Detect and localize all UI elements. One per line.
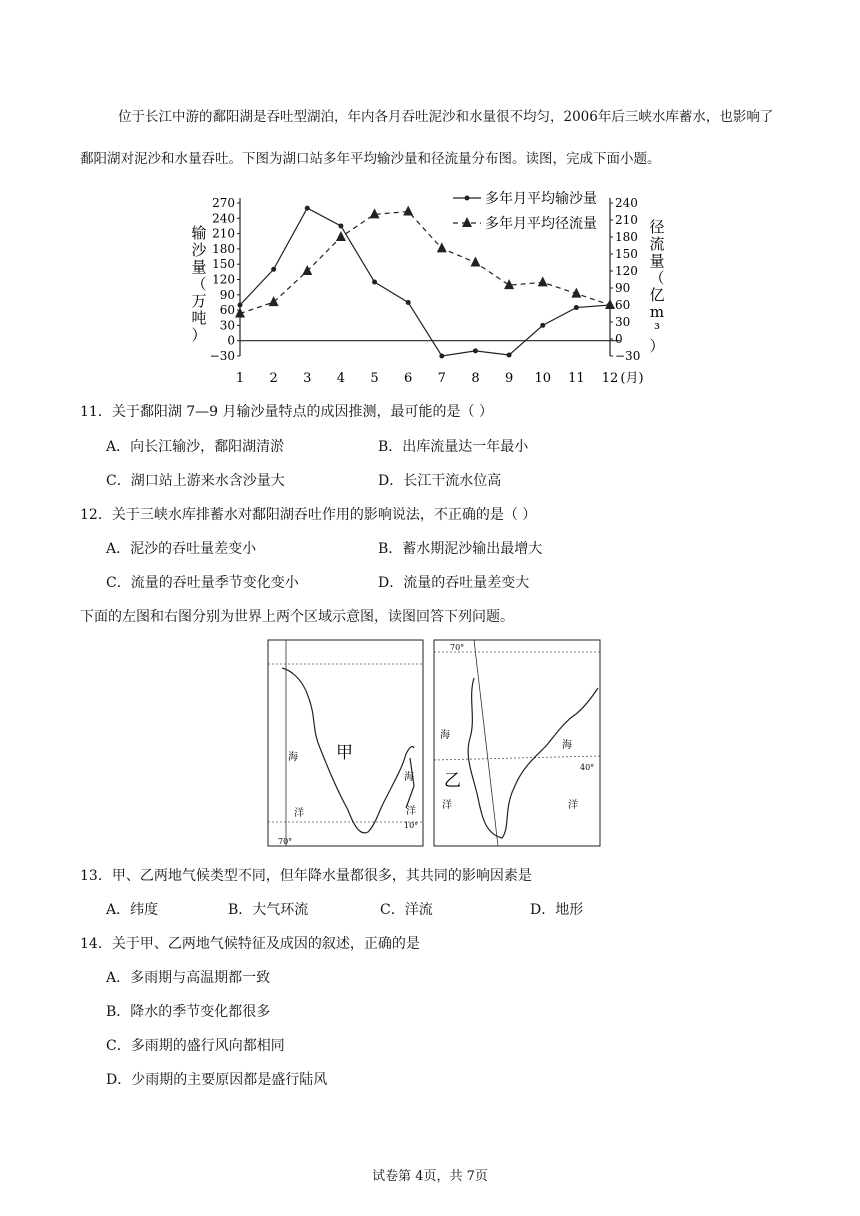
right-axis-title: ³ <box>653 320 661 338</box>
map-right-sea4: 洋 <box>568 800 578 811</box>
map-right-sea1: 海 <box>440 730 450 741</box>
map-left-sea4: 洋 <box>406 806 416 817</box>
right-tick-label: 180 <box>615 230 638 244</box>
q13-option-a: A．纬度 <box>106 902 159 918</box>
left-axis-title: ） <box>191 326 207 344</box>
x-unit-label: (月) <box>620 371 644 386</box>
x-tick-label: 11 <box>568 371 585 386</box>
data-point <box>238 303 243 308</box>
region-maps <box>264 638 604 850</box>
left-tick-label: 210 <box>212 226 235 241</box>
q12-option-d: D．流量的吞吐量差变大 <box>378 575 530 591</box>
left-axis-title: 量 <box>191 258 207 276</box>
right-tick-label: 30 <box>615 315 631 329</box>
map-left-sea2: 洋 <box>294 808 304 819</box>
x-tick-label: 6 <box>404 371 413 386</box>
data-point <box>372 280 377 285</box>
q12-option-a: A．泥沙的吞吐量差变小 <box>106 541 257 557</box>
q14-option-a: A．多雨期与高温期都一致 <box>106 970 271 986</box>
right-axis-title: 亿 <box>649 286 665 304</box>
page-footer: 试卷第 4页，共 7页 <box>372 1169 488 1184</box>
x-tick-label: 9 <box>504 371 514 386</box>
map-right-lon: 70° <box>450 643 465 652</box>
data-point <box>271 267 276 272</box>
right-tick-label: 120 <box>615 264 638 278</box>
right-axis-title: 流 <box>649 235 665 253</box>
map-left-sea3: 海 <box>404 772 414 783</box>
map-right <box>434 640 600 846</box>
data-point <box>338 223 343 228</box>
left-tick-label: −30 <box>209 349 235 363</box>
q12-stem: 12．关于三峡水库排蓄水对鄱阳湖吞吐作用的影响说法，不正确的是（ ） <box>80 507 537 523</box>
right-tick-label: 240 <box>615 196 638 210</box>
data-point <box>439 354 444 359</box>
map-right-lat: 40° <box>580 763 595 772</box>
x-tick-label: 12 <box>601 371 619 386</box>
right-axis-title: （ <box>649 269 665 287</box>
data-point <box>302 265 312 275</box>
intro-paragraph: 位于长江中游的鄱阳湖是吞吐型湖泊，年内各月吞吐泥沙和水量很不均匀，2006年后三峡水库蓄水，也影响了鄱阳湖对泥沙和水量吞吐。下图为湖口站多年平均输沙量和径流量分布图。读图，完成下面小题。 <box>80 109 774 167</box>
data-point <box>403 206 413 216</box>
map-left-label: 甲 <box>336 743 353 763</box>
left-axis-title: 输 <box>191 224 207 242</box>
map-left-lon: 70° <box>278 837 293 846</box>
q13-option-c: C．洋流 <box>380 902 433 918</box>
legend-label-sediment: 多年月平均输沙量 <box>485 191 597 207</box>
data-point <box>605 299 615 309</box>
q12-option-c: C．流量的吞吐量季节变化变小 <box>106 575 299 591</box>
q12-option-b: B．蓄水期泥沙输出最增大 <box>378 541 543 557</box>
legend-label-runoff: 多年月平均径流量 <box>485 216 597 232</box>
sediment-runoff-chart <box>185 188 675 388</box>
map-left-sea1: 海 <box>288 752 298 763</box>
x-tick-label: 10 <box>534 371 552 386</box>
q11-option-c: C．湖口站上游来水含沙量大 <box>106 473 285 489</box>
q11-option-d: D．长江干流水位高 <box>378 473 502 489</box>
left-tick-label: 30 <box>219 318 235 333</box>
left-axis-title: （ <box>191 275 207 293</box>
q14-option-d: D．少雨期的主要原因都是盛行陆风 <box>106 1072 328 1088</box>
data-point <box>473 348 478 353</box>
map-intro: 下面的左图和右图分别为世界上两个区域示意图，读图回答下列问题。 <box>80 609 514 625</box>
left-tick-label: 0 <box>227 333 235 348</box>
x-tick-label: 5 <box>370 371 379 386</box>
data-point <box>504 279 514 289</box>
data-point <box>305 206 310 211</box>
map-right-sea3: 海 <box>562 740 572 751</box>
right-axis-title: ） <box>649 337 665 355</box>
left-axis-title: 沙 <box>191 241 207 259</box>
q11-option-b: B．出库流量达一年最小 <box>378 439 529 455</box>
left-axis-title: 万 <box>191 292 207 310</box>
map-left <box>268 640 423 846</box>
data-point <box>406 300 411 305</box>
data-point <box>538 276 548 286</box>
q13-option-d: D．地形 <box>530 902 584 918</box>
q13-stem: 13．甲、乙两地气候类型不同，但年降水量都很多，其共同的影响因素是 <box>80 868 532 884</box>
right-tick-label: 0 <box>615 332 623 346</box>
q14-stem: 14．关于甲、乙两地气候特征及成因的叙述，正确的是 <box>80 936 420 952</box>
x-tick-label: 8 <box>471 371 480 386</box>
right-tick-label: −30 <box>615 349 641 363</box>
right-axis-title: 量 <box>649 252 665 270</box>
left-axis-title: 吨 <box>191 309 207 327</box>
legend-marker-runoff <box>462 217 472 227</box>
q13-option-b: B．大气环流 <box>228 902 309 918</box>
right-axis-title: m <box>649 303 665 321</box>
map-right-label: 乙 <box>444 771 461 791</box>
data-point <box>574 305 579 310</box>
left-tick-label: 270 <box>212 196 235 210</box>
map-left-lat: 10° <box>404 821 419 830</box>
left-tick-label: 60 <box>219 303 235 318</box>
left-tick-label: 90 <box>219 287 235 302</box>
x-tick-label: 2 <box>269 371 278 386</box>
q14-option-c: C．多雨期的盛行风向都相同 <box>106 1038 285 1054</box>
data-point <box>540 323 545 328</box>
x-tick-label: 7 <box>437 371 446 386</box>
map-right-sea2: 洋 <box>442 800 452 811</box>
legend-marker-sediment <box>465 196 470 201</box>
data-point <box>470 257 480 267</box>
right-tick-label: 90 <box>615 281 631 295</box>
right-tick-label: 210 <box>615 213 638 227</box>
left-tick-label: 120 <box>212 272 235 287</box>
x-tick-label: 4 <box>336 371 346 386</box>
q11-option-a: A．向长江输沙，鄱阳湖清淤 <box>106 439 285 455</box>
data-point <box>370 208 380 218</box>
q14-option-b: B．降水的季节变化都很多 <box>106 1004 271 1020</box>
q11-stem: 11．关于鄱阳湖 7—9 月输沙量特点的成因推测，最可能的是（ ） <box>80 404 493 420</box>
right-tick-label: 60 <box>615 298 631 312</box>
left-tick-label: 240 <box>212 211 235 226</box>
left-tick-label: 180 <box>212 241 235 256</box>
left-tick-label: 150 <box>212 257 235 272</box>
x-tick-label: 1 <box>235 371 245 386</box>
data-point <box>507 352 512 357</box>
x-tick-label: 3 <box>303 371 312 386</box>
right-axis-title: 径 <box>649 218 665 236</box>
data-point <box>269 296 279 306</box>
right-tick-label: 150 <box>615 247 638 261</box>
